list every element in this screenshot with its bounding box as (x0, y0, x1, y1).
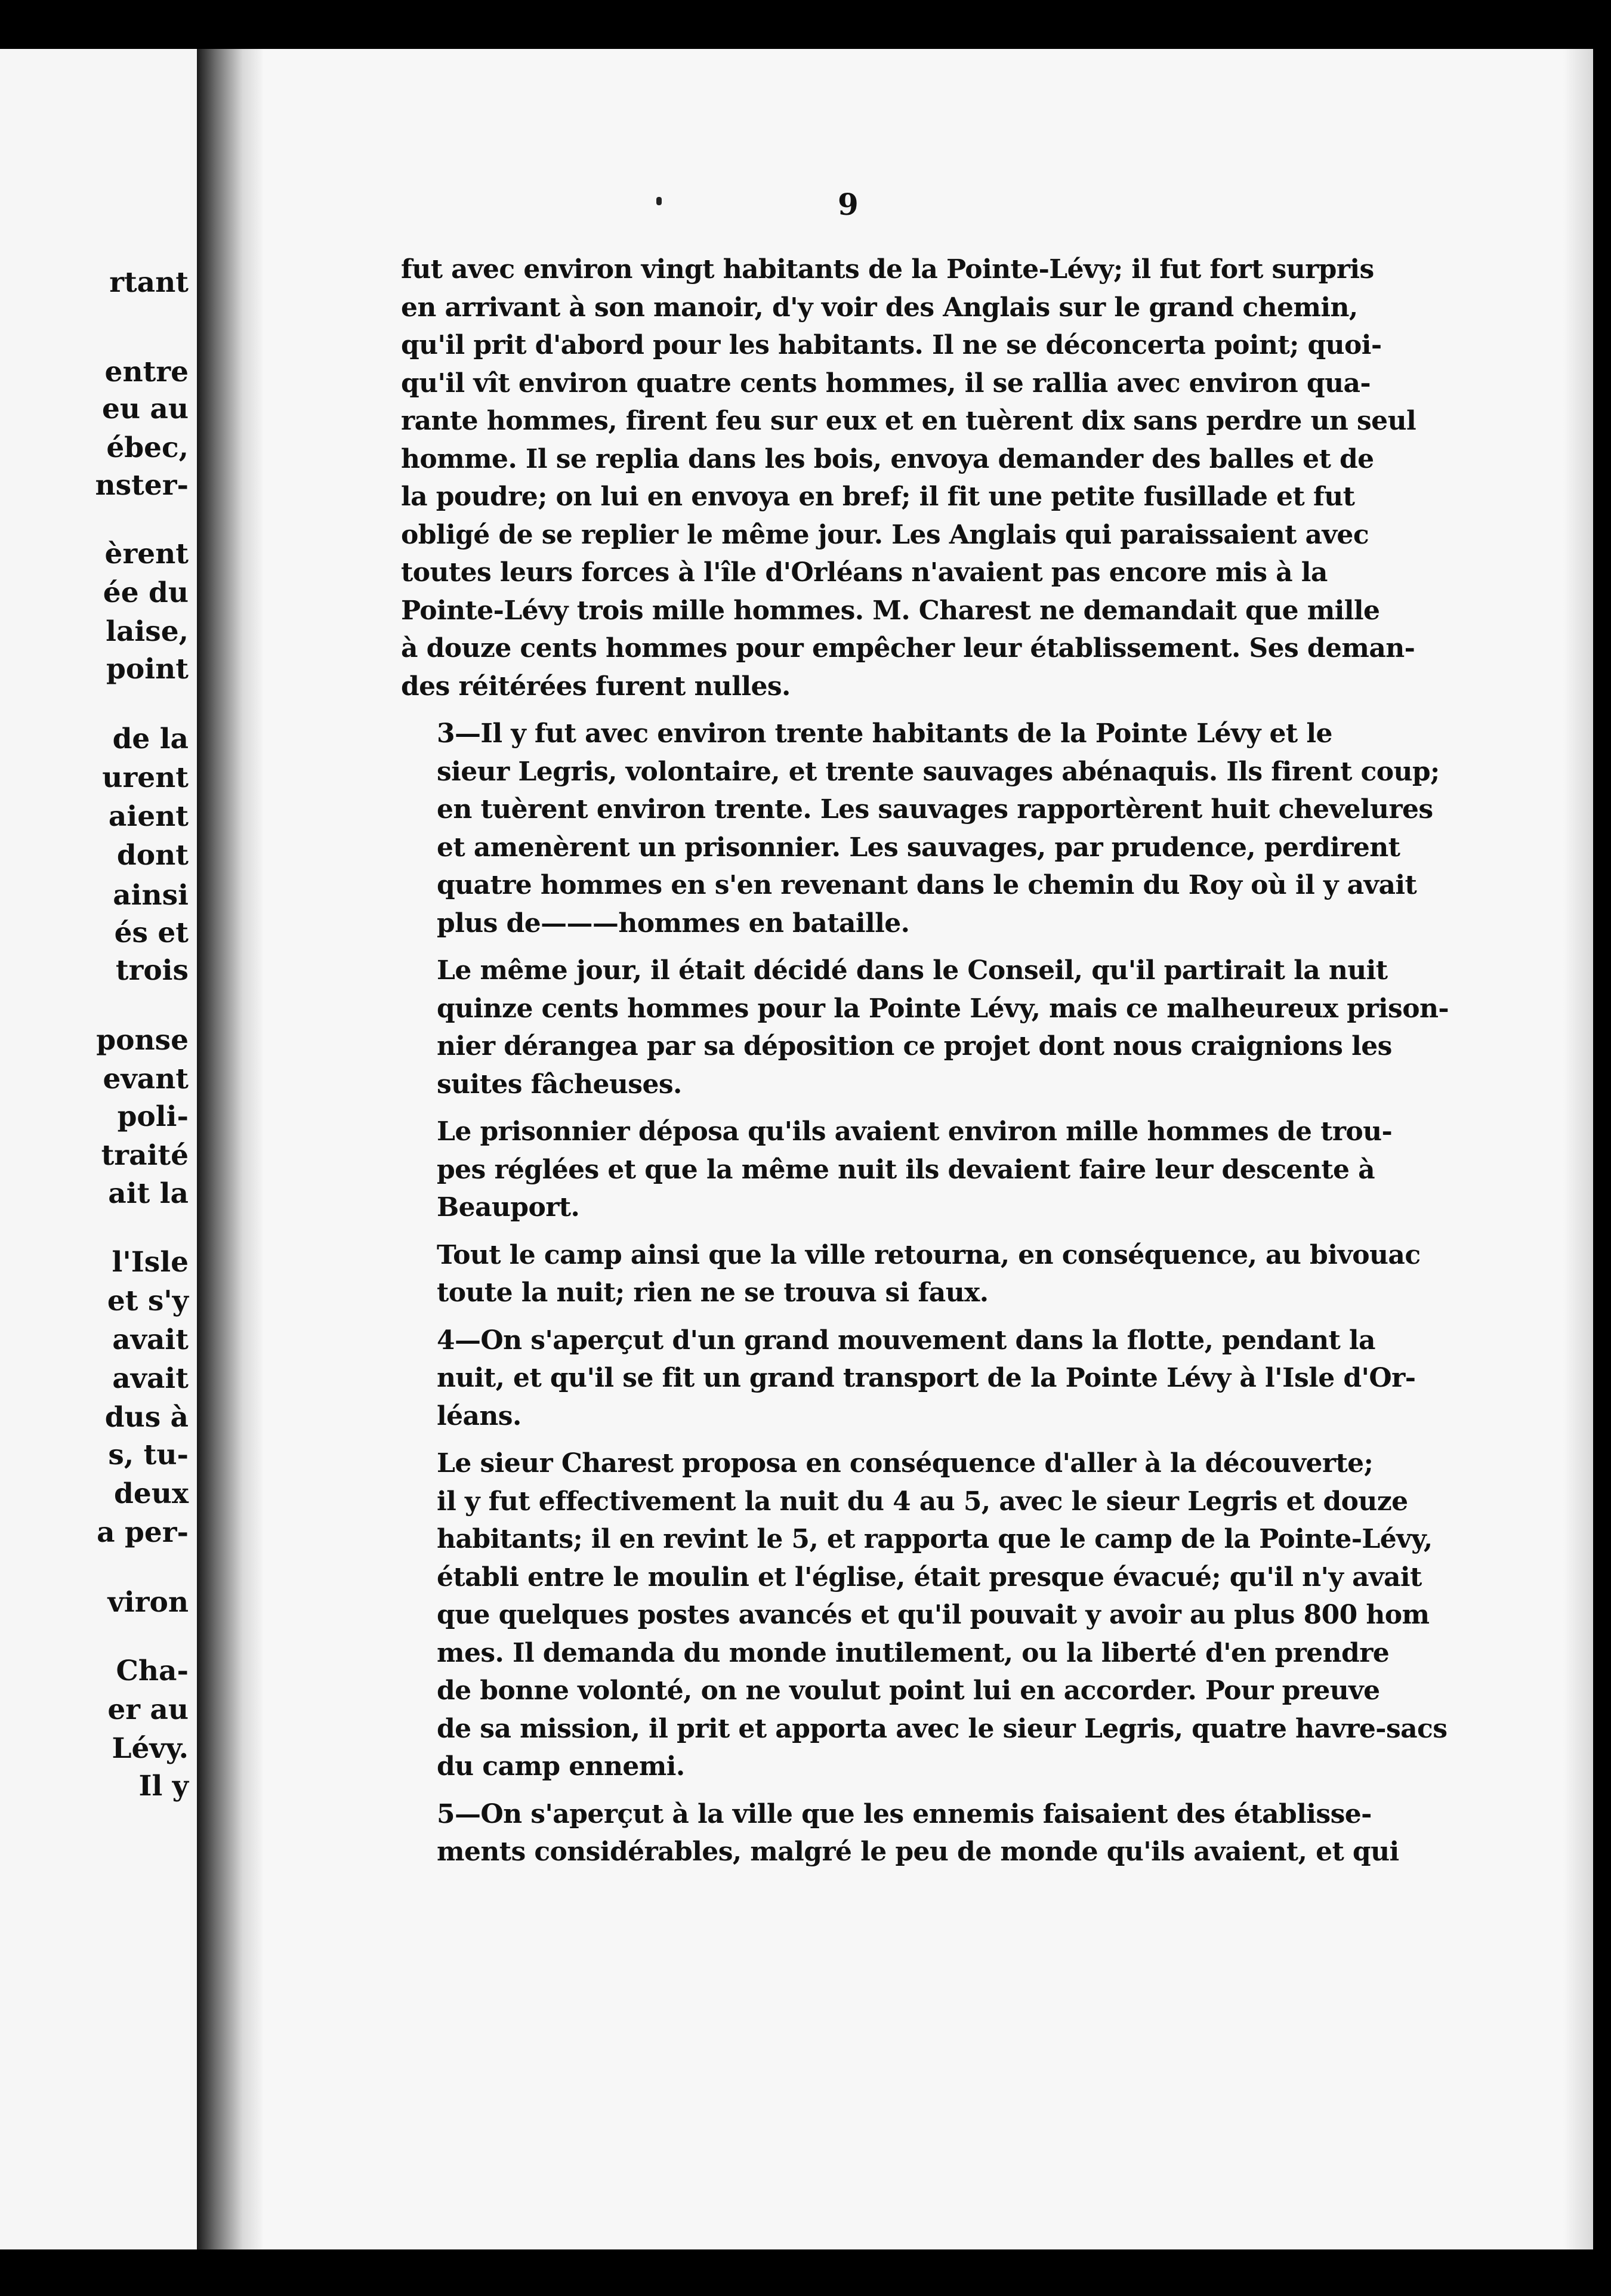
previous-page-line-fragment: de la (112, 723, 189, 755)
text-line: nier dérangea par sa déposition ce projet dont nous craignions les (437, 1031, 1392, 1061)
previous-page-line-fragment: deux (114, 1477, 189, 1510)
text-line: sieur Legris, volontaire, et trente sauvages abénaquis. Ils firent coup; (437, 756, 1440, 787)
previous-page-strip (0, 49, 197, 2249)
text-line: du camp ennemi. (437, 1751, 685, 1782)
previous-page-line-fragment: Cha- (116, 1655, 189, 1687)
page-edge (1563, 49, 1593, 2249)
previous-page-line-fragment: point (106, 653, 189, 686)
text-line: Le sieur Charest proposa en conséquence d'aller à la découverte; (437, 1448, 1374, 1479)
text-line: quinze cents hommes pour la Pointe Lévy, mais ce malheureux prison- (437, 993, 1449, 1024)
paragraph (401, 1322, 1416, 1436)
text-line: à douze cents hommes pour empêcher leur établissement. Ses deman- (401, 633, 1415, 664)
text-line: qu'il prit d'abord pour les habitants. Il ne se déconcerta point; quoi- (401, 330, 1382, 360)
text-line: 4—On s'aperçut d'un grand mouvement dans la flotte, pendant la (437, 1325, 1375, 1356)
text-line: nuit, et qu'il se fit un grand transport de la Pointe Lévy à l'Isle d'Or- (437, 1363, 1416, 1393)
previous-page-line-fragment: urent (102, 761, 189, 794)
paragraph (401, 1236, 1421, 1312)
text-line: Beauport. (437, 1192, 580, 1223)
previous-page-line-fragment: avait (112, 1323, 189, 1356)
previous-page-line-fragment: avait (112, 1362, 189, 1395)
text-line: fut avec environ vingt habitants de la Pointe-Lévy; il fut fort surpris (401, 254, 1374, 285)
text-line: il y fut effectivement la nuit du 4 au 5, avec le sieur Legris et douze (437, 1486, 1408, 1517)
previous-page-line-fragment: és et (114, 916, 189, 949)
text-line: toute la nuit; rien ne se trouva si faux. (437, 1277, 989, 1308)
previous-page-line-fragment: er au (107, 1693, 189, 1726)
text-line: 3—Il y fut avec environ trente habitants de la Pointe Lévy et le (437, 718, 1332, 749)
text-line: en tuèrent environ trente. Les sauvages rapportèrent huit chevelures (437, 794, 1433, 825)
text-line: Pointe-Lévy trois mille hommes. M. Charest ne demandait que mille (401, 595, 1380, 626)
previous-page-line-fragment: dont (116, 839, 189, 872)
text-line: pes réglées et que la même nuit ils devaient faire leur descente à (437, 1154, 1375, 1185)
page-number: 9 (838, 187, 859, 222)
ink-speck (656, 197, 662, 205)
text-line: Tout le camp ainsi que la ville retourna, en conséquence, au bivouac (437, 1239, 1421, 1270)
text-line: homme. Il se replia dans les bois, envoya demander des balles et de (401, 443, 1374, 474)
previous-page-line-fragment: ée du (103, 576, 189, 609)
text-line: mes. Il demanda du monde inutilement, ou la liberté d'en prendre (437, 1637, 1390, 1668)
previous-page-line-fragment: Lévy. (112, 1732, 189, 1765)
text-line: de bonne volonté, on ne voulut point lui en accorder. Pour preuve (437, 1675, 1380, 1706)
text-line: des réitérées furent nulles. (401, 671, 791, 702)
previous-page-line-fragment: rtant (109, 266, 189, 299)
paragraph (401, 1795, 1399, 1871)
previous-page-line-fragment: et s'y (107, 1285, 189, 1317)
paragraph (401, 1445, 1448, 1786)
text-line: obligé de se replier le même jour. Les Anglais qui paraissaient avec (401, 519, 1369, 550)
previous-page-line-fragment: ainsi (113, 879, 189, 912)
previous-page-line-fragment: ponse (96, 1024, 189, 1057)
text-line: Le prisonnier déposa qu'ils avaient environ mille hommes de trou- (437, 1116, 1393, 1147)
previous-page-line-fragment: viron (107, 1586, 189, 1619)
text-line: que quelques postes avancés et qu'il pouvait y avoir au plus 800 hom (437, 1600, 1430, 1630)
previous-page-line-fragment: Il y (138, 1770, 189, 1803)
text-line: en arrivant à son manoir, d'y voir des Anglais sur le grand chemin, (401, 292, 1358, 323)
text-line: 5—On s'aperçut à la ville que les ennemis faisaient des établisse- (437, 1798, 1372, 1829)
previous-page-line-fragment: s, tu- (108, 1439, 189, 1471)
previous-page-line-fragment: l'Isle (112, 1246, 189, 1279)
text-line: suites fâcheuses. (437, 1069, 682, 1100)
previous-page-line-fragment: entre (104, 356, 189, 388)
book-gutter (197, 49, 263, 2249)
text-line: établi entre le moulin et l'église, était presque évacué; qu'il n'y avait (437, 1561, 1422, 1593)
previous-page-line-fragment: traité (101, 1139, 189, 1172)
previous-page-line-fragment: ait la (108, 1177, 189, 1210)
text-line: qu'il vît environ quatre cents hommes, il se rallia avec environ qua- (401, 368, 1371, 399)
text-line: la poudre; on lui en envoya en bref; il fit une petite fusillade et fut (401, 482, 1355, 512)
paragraph (401, 251, 1416, 705)
text-line: de sa mission, il prit et apporta avec le sieur Legris, quatre havre-sacs (437, 1713, 1448, 1744)
previous-page-line-fragment: èrent (104, 538, 189, 570)
previous-page-line-fragment: eu au (101, 393, 189, 425)
text-line: Le même jour, il était décidé dans le Conseil, qu'il partirait la nuit (437, 955, 1388, 986)
paragraph (401, 952, 1449, 1103)
text-line: plus de———hommes en bataille. (437, 908, 910, 939)
text-line: habitants; il en revint le 5, et rapporta que le camp de la Pointe-Lévy, (437, 1524, 1433, 1554)
text-line: rante hommes, firent feu sur eux et en tuèrent dix sans perdre un seul (401, 406, 1416, 436)
previous-page-line-fragment: ébec, (106, 431, 189, 464)
text-line: ments considérables, malgré le peu de monde qu'ils avaient, et qui (437, 1837, 1399, 1867)
page-body-text (401, 251, 1449, 1881)
previous-page-line-fragment: a per- (97, 1516, 189, 1549)
previous-page-line-fragment: trois (115, 954, 189, 987)
previous-page-line-fragment: nster- (95, 469, 189, 502)
text-line: toutes leurs forces à l'île d'Orléans n'avaient pas encore mis à la (401, 557, 1328, 588)
text-line: léans. (437, 1400, 521, 1431)
paragraph (401, 1113, 1393, 1227)
paragraph (401, 715, 1440, 942)
previous-page-line-fragment: dus à (104, 1401, 189, 1434)
previous-page-line-fragment: poli- (117, 1100, 189, 1133)
text-line: et amenèrent un prisonnier. Les sauvages, par prudence, perdirent (437, 832, 1400, 863)
text-line: quatre hommes en s'en revenant dans le chemin du Roy où il y avait (437, 870, 1417, 900)
previous-page-line-fragment: aient (108, 800, 189, 833)
previous-page-line-fragment: laise, (106, 615, 189, 648)
previous-page-line-fragment: evant (103, 1063, 189, 1095)
